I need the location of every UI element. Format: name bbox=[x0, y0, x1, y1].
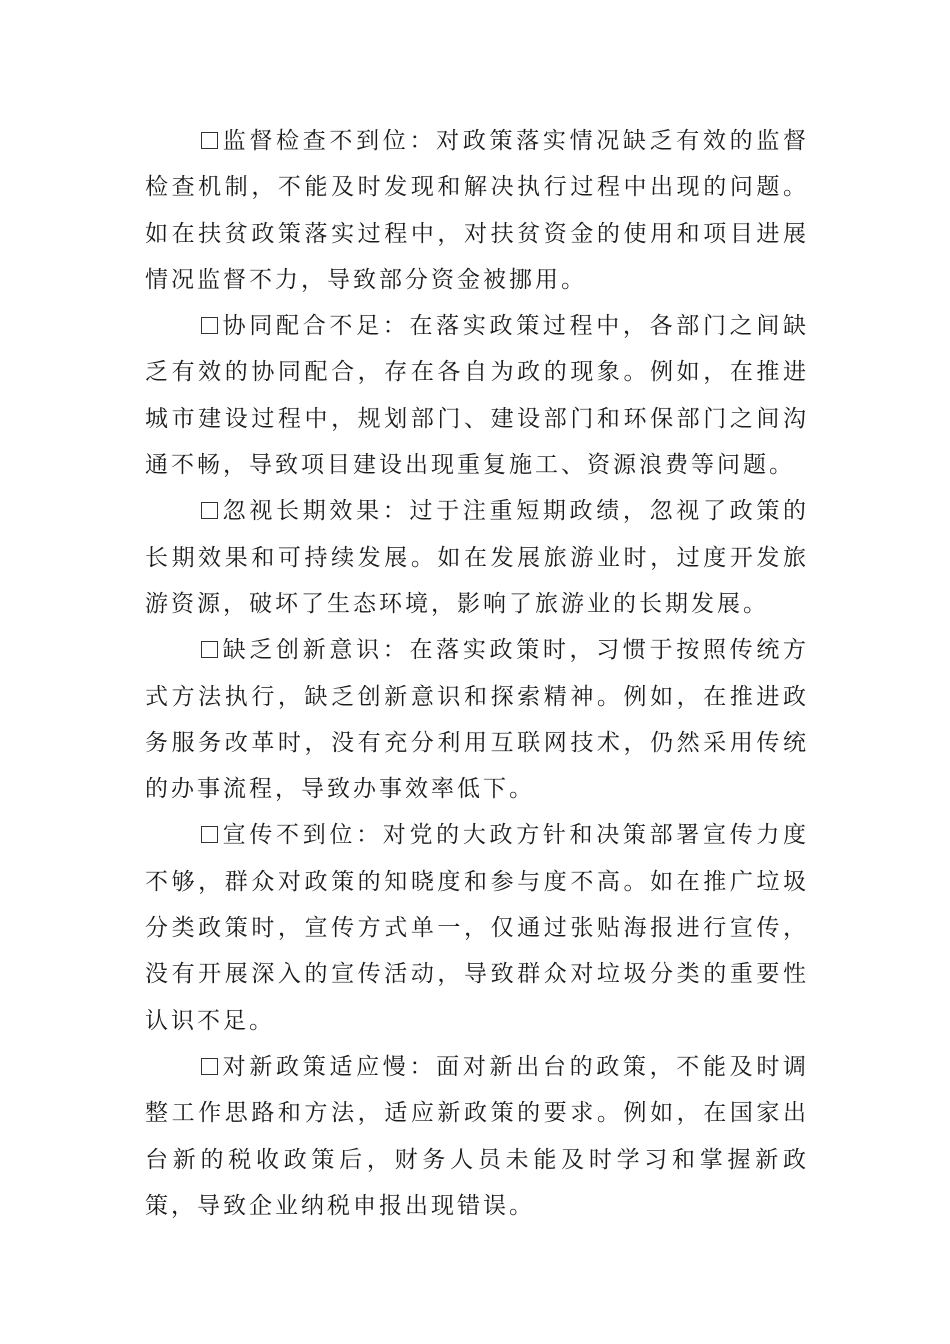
paragraph-term: 缺乏创新意识 bbox=[222, 637, 383, 664]
term-separator: ： bbox=[382, 637, 410, 664]
paragraph-term: 对新政策适应慢 bbox=[222, 1053, 410, 1080]
paragraph-term: 协同配合不足 bbox=[222, 313, 383, 340]
term-separator: ： bbox=[382, 313, 410, 340]
document-body bbox=[145, 118, 809, 1229]
term-separator: ： bbox=[409, 1053, 437, 1080]
paragraph-coordination bbox=[145, 303, 809, 488]
paragraph-text: 过于注重短期政绩，忽视了政策的长期效果和可持续发展。如在发展旅游业时，过度开发旅游资源，破坏了生态环境，影响了旅游业的长期发展。 bbox=[145, 498, 810, 617]
term-separator: ： bbox=[356, 822, 383, 849]
paragraph-term: 宣传不到位 bbox=[222, 822, 357, 849]
paragraph-innovation bbox=[145, 627, 809, 812]
checkbox-icon bbox=[201, 641, 218, 658]
checkbox-icon bbox=[201, 826, 218, 843]
paragraph-term: 监督检查不到位 bbox=[222, 128, 410, 154]
checkbox-icon bbox=[201, 317, 218, 334]
paragraph-text: 对政策落实情况缺乏有效的监督检查机制，不能及时发现和解决执行过程中出现的问题。如在扶贫政策落实过程中，对扶贫资金的使用和项目进展情况监督不力，导致部分资金被挪用。 bbox=[145, 128, 810, 293]
checkbox-icon bbox=[201, 1058, 218, 1075]
term-separator: ： bbox=[409, 128, 437, 154]
checkbox-icon bbox=[201, 132, 218, 149]
paragraph-text: 面对新出台的政策，不能及时调整工作思路和方法，适应新政策的要求。例如，在国家出台新的税收政策后，财务人员未能及时学习和掌握新政策，导致企业纳税申报出现错误。 bbox=[145, 1053, 810, 1219]
paragraph-supervision bbox=[145, 118, 809, 303]
paragraph-publicity bbox=[145, 812, 809, 1043]
paragraph-new-policy bbox=[145, 1044, 809, 1229]
paragraph-text: 对党的大政方针和决策部署宣传力度不够，群众对政策的知晓度和参与度不高。如在推广垃圾分类政策时，宣传方式单一，仅通过张贴海报进行宣传，没有开展深入的宣传活动，导致群众对垃圾分类的重要性认识不足。 bbox=[145, 822, 810, 1034]
checkbox-icon bbox=[201, 502, 218, 519]
paragraph-term: 忽视长期效果 bbox=[222, 498, 383, 525]
paragraph-text: 在落实政策时，习惯于按照传统方式方法执行，缺乏创新意识和探索精神。例如，在推进政务服务改革时，没有充分利用互联网技术，仍然采用传统的办事流程，导致办事效率低下。 bbox=[145, 637, 810, 803]
paragraph-long-term-effect bbox=[145, 488, 809, 627]
paragraph-text: 在落实政策过程中，各部门之间缺乏有效的协同配合，存在各自为政的现象。例如，在推进城市建设过程中，规划部门、建设部门和环保部门之间沟通不畅，导致项目建设出现重复施工、资源浪费等问题。 bbox=[145, 313, 810, 479]
term-separator: ： bbox=[382, 498, 410, 525]
